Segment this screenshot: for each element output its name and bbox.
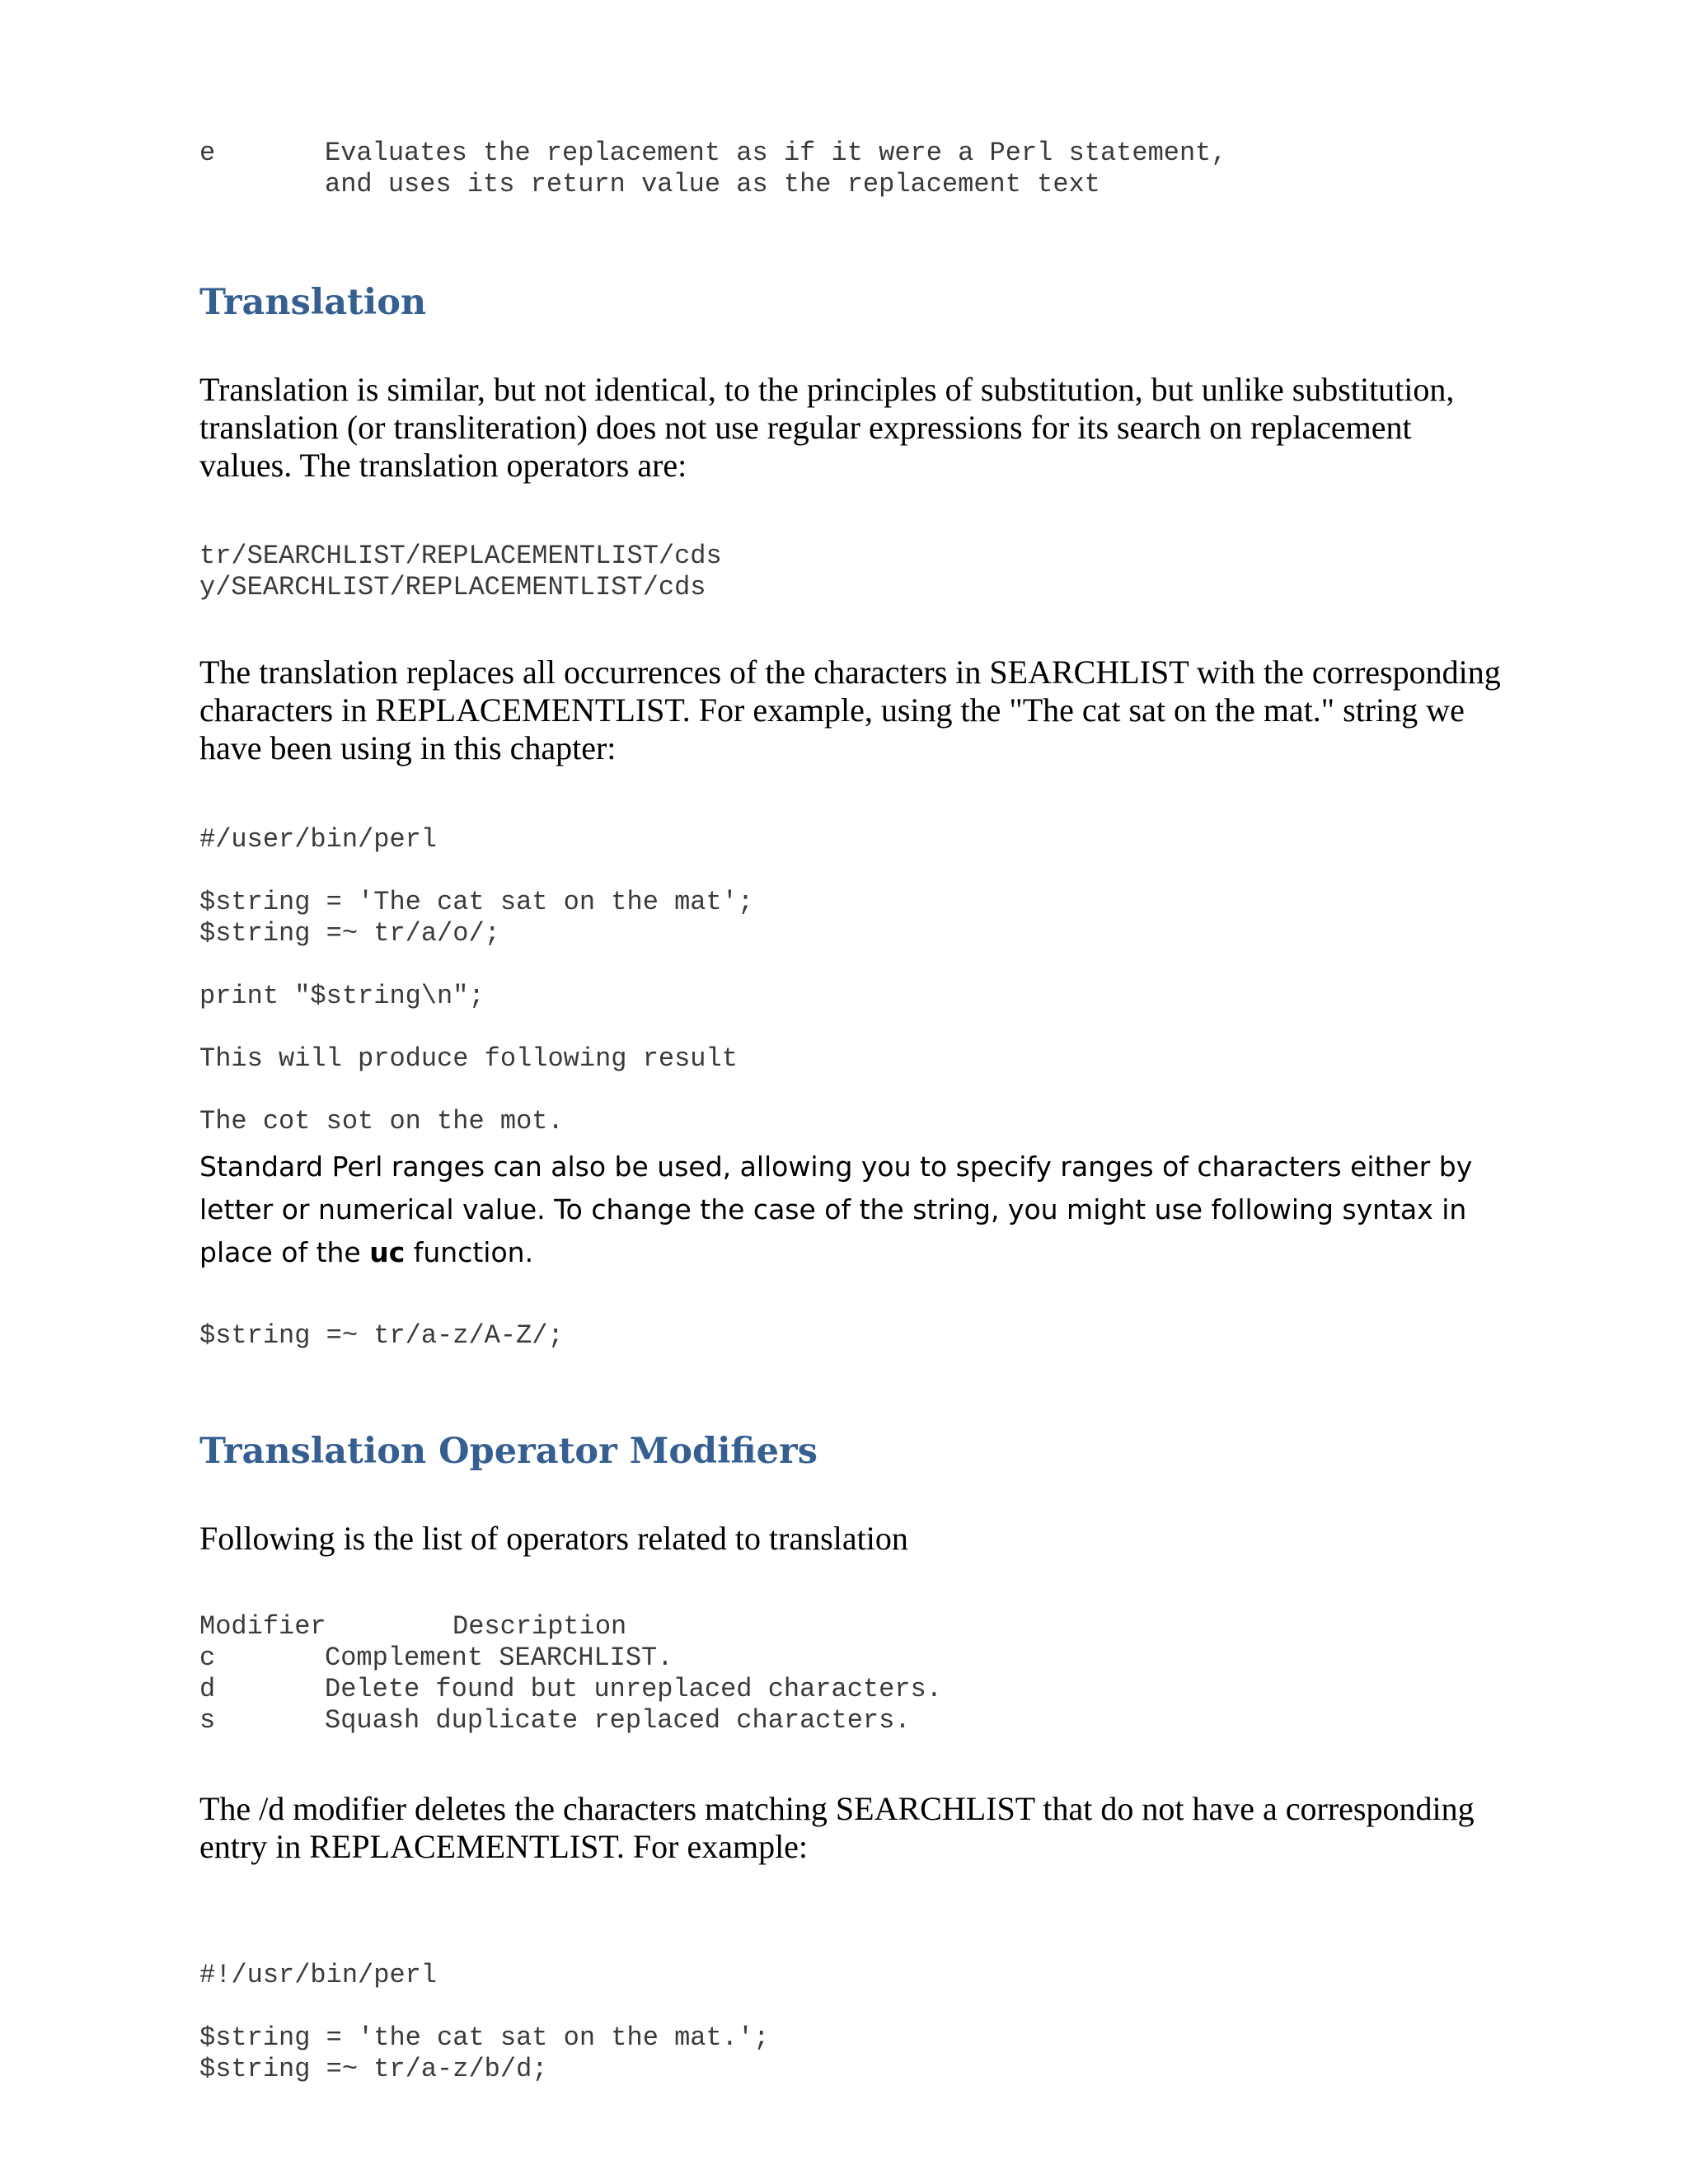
column-header-modifier: Modifier xyxy=(199,1611,326,1642)
modifier-row xyxy=(199,1643,942,1674)
code-line: $string = 'the cat sat on the mat.'; xyxy=(199,2022,770,2053)
modifier-key: s xyxy=(199,1705,216,1736)
code-line: $string =~ tr/a/o/; xyxy=(199,918,500,949)
modifier-desc-line: Evaluates the replacement as if it were a Perl statement, xyxy=(325,138,1227,168)
code-block-syntax xyxy=(199,541,722,603)
modifier-desc-line: and uses its return value as the replacement text xyxy=(325,169,1100,199)
paragraph-text: Standard Perl ranges can also be used, allowing you to specify ranges of characters either by letter or numerical value. To change the case of the string, you might use following syntax in place of the xyxy=(199,1151,1473,1268)
code-line: The cot sot on the mot. xyxy=(199,1106,564,1137)
code-line: y/SEARCHLIST/REPLACEMENTLIST/cds xyxy=(199,572,706,602)
modifier-row xyxy=(199,1705,942,1736)
paragraph-text: function. xyxy=(405,1236,534,1268)
code-line: #/user/bin/perl xyxy=(199,824,438,855)
code-line: #!/usr/bin/perl xyxy=(199,1960,438,1990)
modifier-desc: Delete found but unreplaced characters. xyxy=(325,1674,942,1704)
code-line: print "$string\n"; xyxy=(199,981,485,1011)
code-line: $string =~ tr/a-z/A-Z/; xyxy=(199,1320,564,1351)
modifier-row xyxy=(199,1674,942,1705)
column-header-description: Description xyxy=(452,1611,627,1642)
modifier-table xyxy=(199,1611,942,1736)
modifier-key: d xyxy=(199,1674,216,1704)
uc-function-name: uc xyxy=(369,1236,406,1268)
section-heading-modifiers: Translation Operator Modifiers xyxy=(199,1431,818,1472)
paragraph: Translation is similar, but not identical, to the principles of substitution, but unlike substitution, translation (or transliteration) does not use regular expressions for its search on replacement values. The translation operators are: xyxy=(199,371,1455,484)
paragraph xyxy=(199,1146,1502,1274)
section-heading-translation: Translation xyxy=(199,282,427,323)
code-line: tr/SEARCHLIST/REPLACEMENTLIST/cds xyxy=(199,541,722,571)
code-block-example xyxy=(199,824,753,1137)
modifier-table-header xyxy=(199,1611,942,1643)
modifier-desc: Squash duplicate replaced characters. xyxy=(325,1705,911,1736)
modifier-key: e xyxy=(199,138,216,168)
code-block-d-modifier xyxy=(199,1960,769,2085)
code-line: This will produce following result xyxy=(199,1043,738,1074)
modifier-desc: Complement SEARCHLIST. xyxy=(325,1643,673,1673)
code-line: $string =~ tr/a-z/b/d; xyxy=(199,2054,548,2084)
modifier-key: c xyxy=(199,1643,216,1673)
paragraph: Following is the list of operators related to translation xyxy=(199,1520,908,1557)
paragraph: The /d modifier deletes the characters matching SEARCHLIST that do not have a corresponding entry in REPLACEMENTLIST. For example: xyxy=(199,1790,1475,1865)
paragraph: The translation replaces all occurrences of the characters in SEARCHLIST with the corresponding characters in REPLACEMENTLIST. For example, using the "The cat sat on the mat." string we have been using in this chapter: xyxy=(199,654,1501,766)
code-line: $string = 'The cat sat on the mat'; xyxy=(199,887,754,917)
modifier-e-block xyxy=(199,138,1227,200)
